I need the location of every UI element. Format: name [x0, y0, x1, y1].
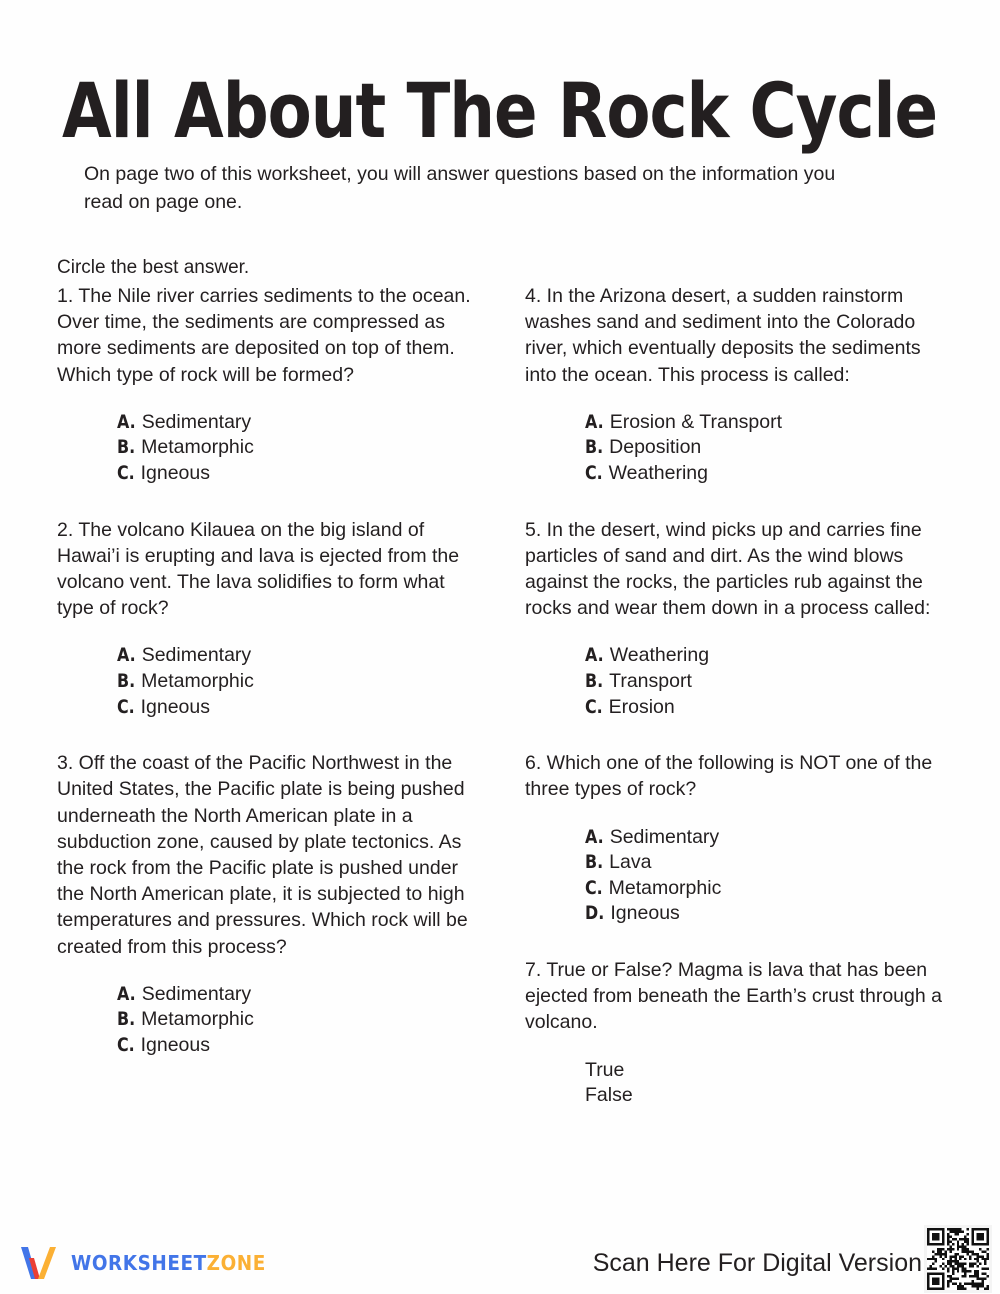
- question-text: 4. In the Arizona desert, a sudden rainstorm washes sand and sediment into the Colorado river, which eventually deposits the sediments into the ocean. This process is called:: [525, 285, 921, 386]
- option-label: Igneous: [140, 695, 211, 718]
- option-label: Metamorphic: [608, 876, 722, 899]
- answer-option[interactable]: [117, 435, 477, 461]
- scan-instruction-text: Scan Here For Digital Version: [592, 1249, 922, 1277]
- option-label: Sedimentary: [609, 825, 720, 848]
- option-label: Igneous: [610, 902, 680, 925]
- answer-option[interactable]: [117, 1007, 477, 1033]
- question-block: [525, 517, 950, 721]
- option-letter: C.: [585, 877, 603, 899]
- option-letter: B.: [585, 437, 604, 459]
- answer-option[interactable]: [585, 1083, 950, 1109]
- question-block: [57, 750, 477, 1058]
- brand-worksheet-text: WORKSHEET: [71, 1251, 207, 1275]
- question-block: [525, 283, 950, 487]
- option-letter: A.: [117, 411, 136, 433]
- option-letter: A.: [117, 983, 136, 1005]
- answer-option[interactable]: [117, 410, 477, 436]
- question-text: 7. True or False? Magma is lava that has been ejected from beneath the Earth’s crust through a volcano.: [525, 958, 942, 1034]
- option-letter: B.: [117, 1009, 136, 1031]
- answer-option[interactable]: [585, 643, 950, 669]
- option-letter: C.: [117, 1035, 135, 1056]
- option-letter: A.: [585, 411, 604, 433]
- option-label: Lava: [609, 851, 652, 874]
- brand-w-icon: [18, 1244, 62, 1282]
- option-label: Weathering: [609, 644, 710, 667]
- answer-option[interactable]: [585, 850, 950, 876]
- answer-options: [57, 410, 477, 487]
- intro-paragraph: On page two of this worksheet, you will answer questions based on the information you read on page one.: [84, 162, 836, 213]
- answer-option[interactable]: [585, 435, 950, 461]
- option-letter: C.: [585, 696, 603, 718]
- worksheet-zone-logo: [18, 1244, 283, 1282]
- question-text: 6. Which one of the following is NOT one of the three types of rock?: [525, 752, 933, 801]
- option-label: False: [585, 1084, 633, 1107]
- option-label: Sedimentary: [141, 644, 252, 667]
- option-letter: B.: [585, 671, 604, 692]
- answer-option[interactable]: [585, 410, 950, 436]
- answer-option[interactable]: [117, 695, 477, 721]
- option-label: Erosion: [608, 695, 675, 718]
- answer-option[interactable]: [585, 876, 950, 902]
- option-letter: A.: [585, 826, 604, 848]
- questions-column-right: [525, 283, 950, 1131]
- answer-options: [57, 982, 477, 1059]
- answer-options: [57, 643, 477, 720]
- option-letter: A.: [585, 645, 604, 667]
- page-title: All About The Rock Cycle: [62, 65, 938, 155]
- answer-option[interactable]: [117, 643, 477, 669]
- question-block: [57, 517, 477, 721]
- option-label: Sedimentary: [141, 410, 252, 433]
- brand-zone-text: ZONE: [206, 1251, 266, 1275]
- option-letter: C.: [117, 696, 135, 718]
- option-letter: B.: [117, 437, 136, 459]
- option-label: Metamorphic: [141, 436, 254, 459]
- answer-options: [525, 825, 950, 927]
- answer-option[interactable]: [585, 1058, 950, 1084]
- question-text: 2. The volcano Kilauea on the big island of Hawai’i is erupting and lava is ejected from the volcano vent. The lava solidifies to form what type of rock?: [57, 518, 460, 620]
- option-label: Deposition: [609, 436, 702, 459]
- question-block: [525, 750, 950, 927]
- option-label: Erosion & Transport: [609, 410, 783, 433]
- answer-option[interactable]: [585, 695, 950, 721]
- questions-column-left: [57, 283, 477, 1081]
- question-text: 1. The Nile river carries sediments to the ocean. Over time, the sediments are compressed as more sediments are deposited on top of them. Which type of rock will be formed?: [57, 285, 471, 386]
- option-letter: B.: [117, 671, 136, 692]
- answer-option[interactable]: [117, 669, 477, 695]
- option-letter: C.: [585, 463, 603, 484]
- instruction-text: Circle the best answer.: [57, 257, 250, 278]
- option-letter: C.: [117, 463, 135, 484]
- answer-option[interactable]: [117, 982, 477, 1008]
- question-block: [525, 957, 950, 1109]
- option-letter: D.: [585, 903, 605, 925]
- answer-option[interactable]: [117, 1033, 477, 1059]
- answer-options: [525, 410, 950, 487]
- option-letter: A.: [117, 645, 136, 667]
- page-footer: [0, 1216, 1000, 1294]
- option-label: Igneous: [140, 462, 211, 484]
- option-label: Metamorphic: [141, 1008, 254, 1031]
- brand-wordmark: [71, 1251, 266, 1275]
- qr-code[interactable]: [924, 1225, 992, 1293]
- answer-option[interactable]: [585, 901, 950, 927]
- question-text: 3. Off the coast of the Pacific Northwest in the United States, the Pacific plate is being pushed underneath the North American plate in a subduction zone, caused by plate tectonics. As the rock from the Pacific plate is pushed under the North American plate, it is subjected to high temperatures and pressures. Which rock will be created from this process?: [57, 752, 468, 958]
- option-label: Metamorphic: [141, 670, 254, 692]
- option-letter: B.: [585, 852, 604, 874]
- qr-code-image: [927, 1228, 989, 1290]
- answer-option[interactable]: [585, 825, 950, 851]
- option-label: Weathering: [608, 462, 708, 484]
- answer-option[interactable]: [585, 669, 950, 695]
- option-label: Sedimentary: [141, 982, 252, 1005]
- question-block: [57, 283, 477, 487]
- answer-options: [525, 643, 950, 720]
- option-label: Transport: [609, 670, 692, 692]
- question-text: 5. In the desert, wind picks up and carries fine particles of sand and dirt. As the wind blows against the rocks, the particles rub against the rocks and wear them down in a process called:: [525, 518, 931, 620]
- option-label: Igneous: [140, 1034, 211, 1056]
- answer-option[interactable]: [117, 461, 477, 487]
- option-label: True: [585, 1058, 625, 1081]
- answer-option[interactable]: [585, 461, 950, 487]
- answer-options: [525, 1058, 950, 1109]
